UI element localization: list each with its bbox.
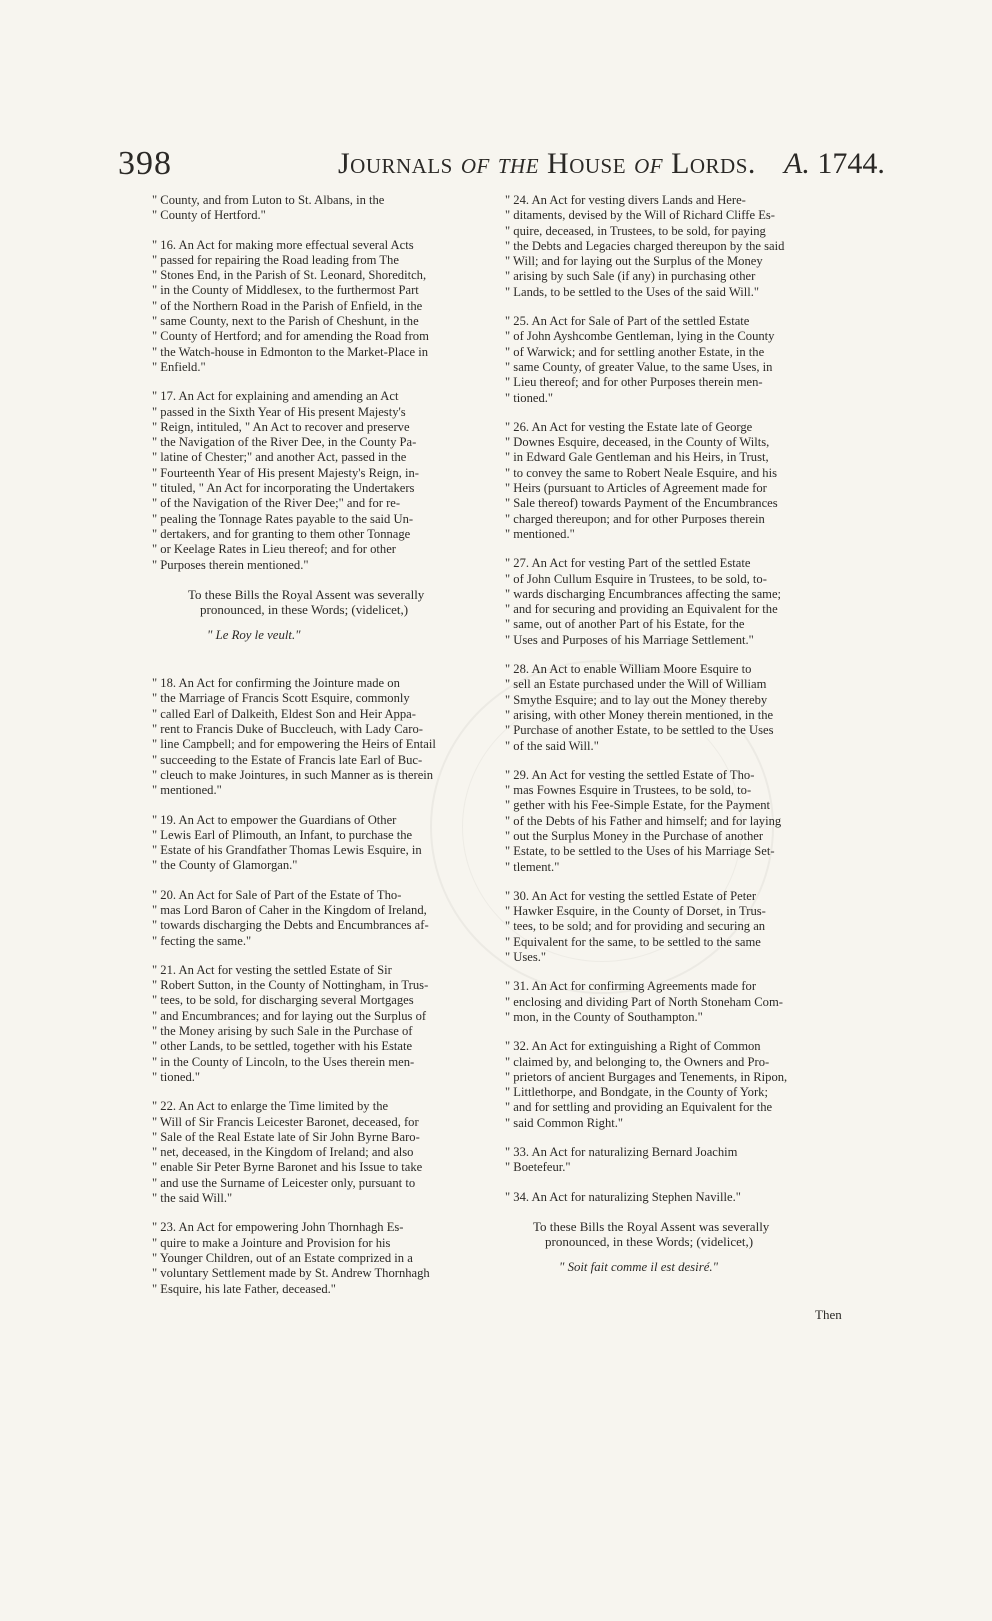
text-line: " towards discharging the Debts and Encumbrances af- (152, 918, 429, 933)
assent-line: pronounced, in these Words; (videlicet,) (545, 1234, 754, 1250)
text-line: " the Money arising by such Sale in the Purchase of (152, 1024, 413, 1039)
act-25 (505, 314, 857, 406)
text-line: " passed in the Sixth Year of His present Majesty's (152, 404, 406, 419)
text-line: " ditaments, devised by the Will of Richard Cliffe Es- (505, 208, 775, 223)
text-line: " the County of Glamorgan." (152, 858, 298, 873)
act-22 (152, 1099, 504, 1206)
text-line: " County, and from Luton to St. Albans, in the (152, 193, 385, 207)
text-line: " the Navigation of the River Dee, in the County Pa- (152, 435, 417, 450)
text-line: " and for securing and providing an Equivalent for the (505, 602, 778, 617)
act-20 (152, 888, 504, 949)
text-line: " Equivalent for the same, to be settled to the same (505, 934, 761, 949)
title-of-1: of (460, 147, 490, 180)
text-line: " same County, of greater Value, to the same Uses, in (505, 359, 773, 374)
text-line: " or Keelage Rates in Lieu thereof; and for other (152, 542, 396, 557)
text-line: " Robert Sutton, in the County of Nottingham, in Trus- (152, 978, 429, 993)
text-line: " gether with his Fee-Simple Estate, for the Payment (505, 798, 771, 813)
text-line: " rent to Francis Duke of Buccleuch, with Lady Caro- (152, 722, 423, 737)
text-line: " latine of Chester;" and another Act, passed in the (152, 450, 407, 465)
act-32 (505, 1039, 857, 1131)
text-line: " 34. An Act for naturalizing Stephen Naville." (505, 1189, 741, 1204)
text-line: " Reign, intituled, " An Act to recover and preserve (152, 419, 410, 434)
text-line: " 32. An Act for extinguishing a Right of Common (505, 1039, 761, 1054)
text-line: " the Watch-house in Edmonton to the Market-Place in (152, 344, 428, 359)
text-line: " passed for repairing the Road leading from The (152, 252, 399, 267)
act-24 (505, 193, 857, 300)
text-line: " Hawker Esquire, in the County of Dorset, in Trus- (505, 904, 766, 919)
act-18 (152, 676, 504, 798)
text-line: " in the County of Lincoln, to the Uses therein men- (152, 1054, 415, 1069)
assent-line: pronounced, in these Words; (videlicet,) (200, 602, 409, 618)
royal-assent-note-2 (505, 1219, 857, 1250)
text-line: " sell an Estate purchased under the Will of William (505, 677, 767, 692)
text-line: " Lands, to be settled to the Uses of the said Will." (505, 284, 760, 299)
text-line: " 27. An Act for vesting Part of the settled Estate (505, 556, 751, 571)
text-line: " quire, deceased, in Trustees, to be sold, for paying (505, 223, 766, 238)
text-line: " the Marriage of Francis Scott Esquire, commonly (152, 691, 410, 706)
title-of-2: of (634, 147, 664, 180)
act-34 (505, 1190, 857, 1205)
text-line: " Lieu thereof; and for other Purposes therein men- (505, 375, 763, 390)
text-line: " of Warwick; and for settling another Estate, in the (505, 344, 765, 359)
text-line: " Esquire, his late Father, deceased." (152, 1281, 336, 1296)
text-line: " Estate, to be settled to the Uses of his Marriage Set- (505, 844, 775, 859)
text-line: " and for settling and providing an Equivalent for the (505, 1100, 773, 1115)
act-29 (505, 768, 857, 875)
text-line: " net, deceased, in the Kingdom of Ireland; and also (152, 1145, 414, 1160)
text-line: " Heirs (pursuant to Articles of Agreement made for (505, 481, 767, 496)
text-line: " Purchase of another Estate, to be settled to the Uses (505, 723, 774, 738)
text-line: " in Edward Gale Gentleman and his Heirs, in Trust, (505, 450, 769, 465)
text-line: " to convey the same to Robert Neale Esquire, and his (505, 465, 777, 480)
text-line: " of the Navigation of the River Dee;" and for re- (152, 496, 401, 511)
running-title (338, 147, 756, 181)
text-line: " County of Hertford; and for amending the Road from (152, 329, 429, 344)
text-line: " pealing the Tonnage Rates payable to the said Un- (152, 511, 414, 526)
act-16 (152, 238, 504, 376)
text-line: " 30. An Act for vesting the settled Estate of Peter (505, 888, 757, 903)
text-line: " tees, to be sold, for discharging several Mortgages (152, 993, 414, 1008)
text-line: " same, out of another Part of his Estate, for the (505, 617, 745, 632)
text-line: " 29. An Act for vesting the settled Estate of Tho- (505, 767, 755, 782)
text-line: " mentioned." (505, 526, 575, 541)
text-line: " Purposes therein mentioned." (152, 557, 309, 572)
page-header (0, 145, 992, 189)
text-line: " tioned." (152, 1069, 201, 1084)
act-27 (505, 556, 857, 648)
text-line: " of John Cullum Esquire in Trustees, to be sold, to- (505, 571, 767, 586)
text-line: " Uses and Purposes of his Marriage Settlement." (505, 632, 754, 647)
text-line: " Younger Children, out of an Estate comprized in a (152, 1250, 413, 1265)
act-19 (152, 813, 504, 874)
act-continuation (152, 193, 504, 224)
text-line: " and use the Surname of Leicester only, pursuant to (152, 1175, 416, 1190)
text-line: " mas Fownes Esquire in Trustees, to be sold, to- (505, 783, 752, 798)
text-line: " called Earl of Dalkeith, Eldest Son and Heir Appa- (152, 706, 416, 721)
text-line: " Enfield." (152, 359, 206, 374)
text-line: " Stones End, in the Parish of St. Leonard, Shoreditch, (152, 268, 427, 283)
text-line: " 26. An Act for vesting the Estate late of George (505, 419, 753, 434)
text-line: " Estate of his Grandfather Thomas Lewis Esquire, in (152, 843, 422, 858)
text-line: " 17. An Act for explaining and amending an Act (152, 389, 399, 404)
royal-assent-words-2: " Soit fait comme il est desiré." (559, 1259, 718, 1274)
text-line: " of the Debts of his Father and himself; and for laying (505, 813, 782, 828)
catchword: Then (815, 1307, 842, 1322)
title-lords: Lords. (663, 147, 756, 180)
text-line: " enclosing and dividing Part of North Stoneham Com- (505, 994, 783, 1009)
year-prefix: A. (784, 147, 810, 180)
right-column (505, 193, 857, 1308)
text-line: " and Encumbrances; and for laying out the Surplus of (152, 1008, 427, 1023)
title-the: the (489, 147, 548, 180)
act-17 (152, 389, 504, 573)
text-line: " 21. An Act for vesting the settled Estate of Sir (152, 962, 392, 977)
text-line: " Uses." (505, 950, 547, 965)
text-line: " cleuch to make Jointures, in such Manner as is therein (152, 767, 434, 782)
text-line: " tlement." (505, 859, 560, 874)
royal-assent-note-1 (152, 587, 504, 618)
text-line: " tioned." (505, 390, 554, 405)
text-line: " the Debts and Legacies charged thereupon by the said (505, 238, 785, 253)
text-line: " out the Surplus Money in the Purchase of another (505, 828, 764, 843)
text-line: " tituled, " An Act for incorporating the Undertakers (152, 481, 415, 496)
text-line: " 16. An Act for making more effectual several Acts (152, 237, 414, 252)
text-line: " tees, to be sold; and for providing and securing an (505, 919, 766, 934)
text-line: " Will; and for laying out the Surplus of the Money (505, 254, 763, 269)
assent-line: To these Bills the Royal Assent was severally (188, 586, 425, 602)
text-line: " 24. An Act for vesting divers Lands and Here- (505, 193, 746, 207)
text-line: " in the County of Middlesex, to the furthermost Part (152, 283, 419, 298)
page-number: 398 (118, 145, 172, 182)
text-line: " voluntary Settlement made by St. Andrew Thornhagh (152, 1266, 430, 1281)
act-30 (505, 889, 857, 965)
text-line: " County of Hertford." (152, 208, 266, 223)
text-line: " Downes Esquire, deceased, in the County of Wilts, (505, 435, 770, 450)
text-line: " enable Sir Peter Byrne Baronet and his Issue to take (152, 1160, 423, 1175)
text-line: " 19. An Act to empower the Guardians of Other (152, 812, 397, 827)
assent-line: To these Bills the Royal Assent was severally (533, 1218, 770, 1234)
text-line: " 28. An Act to enable William Moore Esquire to (505, 662, 752, 677)
text-line: " 25. An Act for Sale of Part of the settled Estate (505, 314, 750, 329)
text-line: " mon, in the County of Southampton." (505, 1009, 703, 1024)
text-line: " same County, next to the Parish of Cheshunt, in the (152, 314, 419, 329)
text-line: " 23. An Act for empowering John Thornhagh Es- (152, 1220, 404, 1235)
act-26 (505, 420, 857, 542)
text-line: " 20. An Act for Sale of Part of the Estate of Tho- (152, 887, 402, 902)
year-marker (784, 147, 885, 181)
text-line: " of the said Will." (505, 738, 599, 753)
text-line: " charged thereupon; and for other Purposes therein (505, 511, 765, 526)
text-line: " other Lands, to be settled, together with his Estate (152, 1039, 413, 1054)
text-line: " fecting the same." (152, 933, 252, 948)
title-journals: Journals (338, 147, 461, 180)
text-line: " the said Will." (152, 1191, 233, 1206)
text-line: " Sale thereof) towards Payment of the Encumbrances (505, 496, 778, 511)
act-23 (152, 1220, 504, 1296)
text-line: " Will of Sir Francis Leicester Baronet, deceased, for (152, 1114, 419, 1129)
text-line: " Lewis Earl of Plimouth, an Infant, to purchase the (152, 827, 413, 842)
act-33 (505, 1145, 857, 1176)
text-line: " dertakers, and for granting to them other Tonnage (152, 526, 411, 541)
year-value: 1744. (809, 147, 885, 180)
text-line: " arising, with other Money therein mentioned, in the (505, 707, 774, 722)
text-line: " Boetefeur." (505, 1160, 571, 1175)
text-line: " Littlethorpe, and Bondgate, in the County of York; (505, 1085, 768, 1100)
royal-assent-words-1: " Le Roy le veult." (207, 627, 301, 642)
text-line: " arising by such Sale (if any) in purchasing other (505, 269, 756, 284)
text-line: " wards discharging Encumbrances affecting the same; (505, 586, 782, 601)
text-line: " line Campbell; and for empowering the Heirs of Entail (152, 737, 436, 752)
text-line: " Smythe Esquire; and to lay out the Money thereby (505, 692, 768, 707)
text-line: " Fourteenth Year of His present Majesty's Reign, in- (152, 465, 419, 480)
text-line: " claimed by, and belonging to, the Owners and Pro- (505, 1054, 770, 1069)
text-line: " of the Northern Road in the Parish of Enfield, in the (152, 298, 423, 313)
text-line: " mas Lord Baron of Caher in the Kingdom of Ireland, (152, 902, 427, 917)
text-line: " succeeding to the Estate of Francis late Earl of Buc- (152, 752, 423, 767)
text-line: " 33. An Act for naturalizing Bernard Joachim (505, 1145, 738, 1160)
text-line: " quire to make a Jointure and Provision for his (152, 1235, 391, 1250)
text-line: " Sale of the Real Estate late of Sir John Byrne Baro- (152, 1129, 420, 1144)
text-line: " of John Ayshcombe Gentleman, lying in the County (505, 329, 775, 344)
left-column (152, 193, 504, 1311)
text-line: " 18. An Act for confirming the Jointure made on (152, 676, 400, 691)
text-line: " mentioned." (152, 783, 222, 798)
title-house: House (547, 147, 635, 180)
text-line: " prietors of ancient Burgages and Tenements, in Ripon, (505, 1069, 788, 1084)
act-31 (505, 979, 857, 1025)
text-line: " said Common Right." (505, 1115, 624, 1130)
text-line: " 22. An Act to enlarge the Time limited by the (152, 1099, 389, 1114)
text-line: " 31. An Act for confirming Agreements made for (505, 979, 757, 994)
act-21 (152, 963, 504, 1085)
act-28 (505, 662, 857, 754)
